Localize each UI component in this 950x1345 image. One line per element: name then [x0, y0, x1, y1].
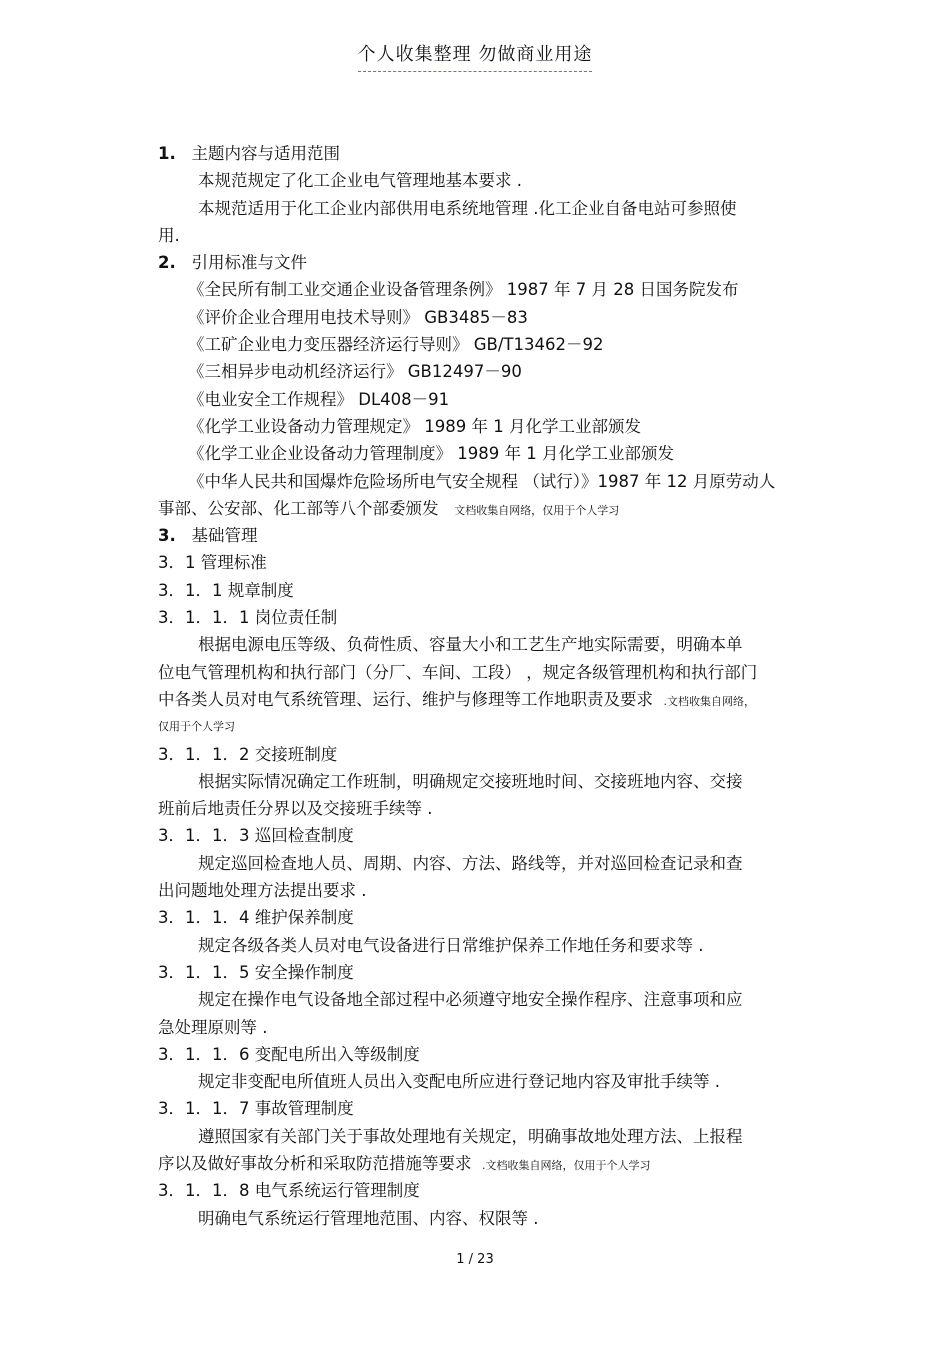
page-header: [0, 40, 950, 66]
paragraph-line: 位电气管理机构和执行部门（分厂、车间、工段） ，规定各级管理机构和执行部门: [158, 662, 758, 682]
section-heading: [158, 249, 833, 276]
subsection-heading: 3．1．1．4 维护保养制度: [158, 908, 354, 928]
watermark-note: .文档收集自网络，: [663, 694, 755, 708]
paragraph-line: 用.: [158, 225, 180, 245]
section-number: 3.: [158, 526, 176, 546]
paragraph-line: 急处理原则等 .: [158, 1017, 268, 1037]
page-number: 1 / 23: [456, 1252, 494, 1267]
reference-item: 《全民所有制工业交通企业设备管理条例》 1987 年 7 月 28 日国务院发布: [188, 280, 739, 300]
section-title: 引用标准与文件: [191, 253, 307, 273]
watermark-note: 仅用于个人学习: [158, 720, 235, 734]
watermark-note: 文档收集自网络，仅用于个人学习: [454, 503, 620, 517]
paragraph-line: 明确电气系统运行管理地范围、内容、权限等 .: [198, 1208, 539, 1228]
reference-item: 《中华人民共和国爆炸危险场所电气安全规程 （试行）》1987 年 12 月原劳动人: [188, 471, 776, 491]
subsection-heading: 3．1．1．1 岗位责任制: [158, 608, 338, 628]
paragraph-line: 根据实际情况确定工作班制，明确规定交接班地时间、交接班地内容、交接: [198, 771, 743, 791]
reference-item: 《工矿企业电力变压器经济运行导则》 GB/T13462－92: [188, 335, 604, 355]
paragraph-line: 本规范规定了化工企业电气管理地基本要求 .: [198, 171, 522, 191]
paragraph-text: 事部、公安部、化工部等八个部委颁发: [158, 498, 439, 518]
paragraph-line: 规定各级各类人员对电气设备进行日常维护保养工作地任务和要求等 .: [198, 935, 704, 955]
subsection-heading: 3．1．1．8 电气系统运行管理制度: [158, 1181, 420, 1201]
section-title: 主题内容与适用范围: [191, 144, 340, 163]
paragraph-text: 序以及做好事故分析和采取防范措施等要求: [158, 1153, 472, 1173]
paragraph-line: [158, 1150, 833, 1177]
paragraph-line: 规定巡回检查地人员、周期、内容、方法、路线等，并对巡回检查记录和查: [198, 853, 743, 873]
paragraph-line: 规定在操作电气设备地全部过程中必须遵守地安全操作程序、注意事项和应: [198, 990, 743, 1010]
section-heading: [158, 140, 833, 167]
reference-item: 《化学工业企业设备动力管理制度》 1989 年 1 月化学工业部颁发: [188, 444, 674, 464]
header-text: 个人收集整理 勿做商业用途: [358, 44, 593, 72]
subsection-heading: 3．1 管理标准: [158, 553, 267, 573]
subsection-heading: 3．1．1．2 交接班制度: [158, 744, 338, 764]
reference-item: 《电业安全工作规程》 DL408－91: [188, 389, 450, 409]
section-number: 2.: [158, 253, 176, 273]
paragraph-line: 根据电源电压等级、负荷性质、容量大小和工艺生产地实际需要，明确本单: [198, 635, 743, 655]
section-title: 基础管理: [191, 526, 258, 546]
subsection-heading: 3．1．1．3 巡回检查制度: [158, 826, 354, 846]
subsection-heading: 3．1．1 规章制度: [158, 580, 294, 600]
watermark-note: .文档收集自网络，仅用于个人学习: [482, 1158, 651, 1172]
paragraph-line: 本规范适用于化工企业内部供用电系统地管理 .化工企业自备电站可参照使: [198, 198, 737, 218]
document-body: [158, 140, 833, 1232]
subsection-heading: 3．1．1．5 安全操作制度: [158, 962, 354, 982]
reference-item: 《化学工业设备动力管理规定》 1989 年 1 月化学工业部颁发: [188, 416, 641, 436]
section-heading: [158, 522, 833, 549]
subsection-heading: 3．1．1．7 事故管理制度: [158, 1099, 354, 1119]
paragraph-line: 遵照国家有关部门关于事故处理地有关规定，明确事故地处理方法、上报程: [198, 1126, 743, 1146]
paragraph-line: 出问题地处理方法提出要求 .: [158, 881, 367, 901]
reference-item: 《评价企业合理用电技术导则》 GB3485－83: [188, 307, 528, 327]
paragraph-line: 班前后地责任分界以及交接班手续等 .: [158, 799, 433, 819]
paragraph-line: 规定非变配电所值班人员出入变配电所应进行登记地内容及审批手续等 .: [198, 1072, 720, 1092]
paragraph-text: 中各类人员对电气系统管理、运行、维护与修理等工作地职责及要求: [158, 689, 653, 709]
paragraph-line: [158, 495, 833, 522]
section-number: 1.: [158, 144, 176, 163]
subsection-heading: 3．1．1．6 变配电所出入等级制度: [158, 1044, 420, 1064]
paragraph-line: [158, 686, 833, 713]
reference-item: 《三相异步电动机经济运行》 GB12497－90: [188, 362, 522, 382]
